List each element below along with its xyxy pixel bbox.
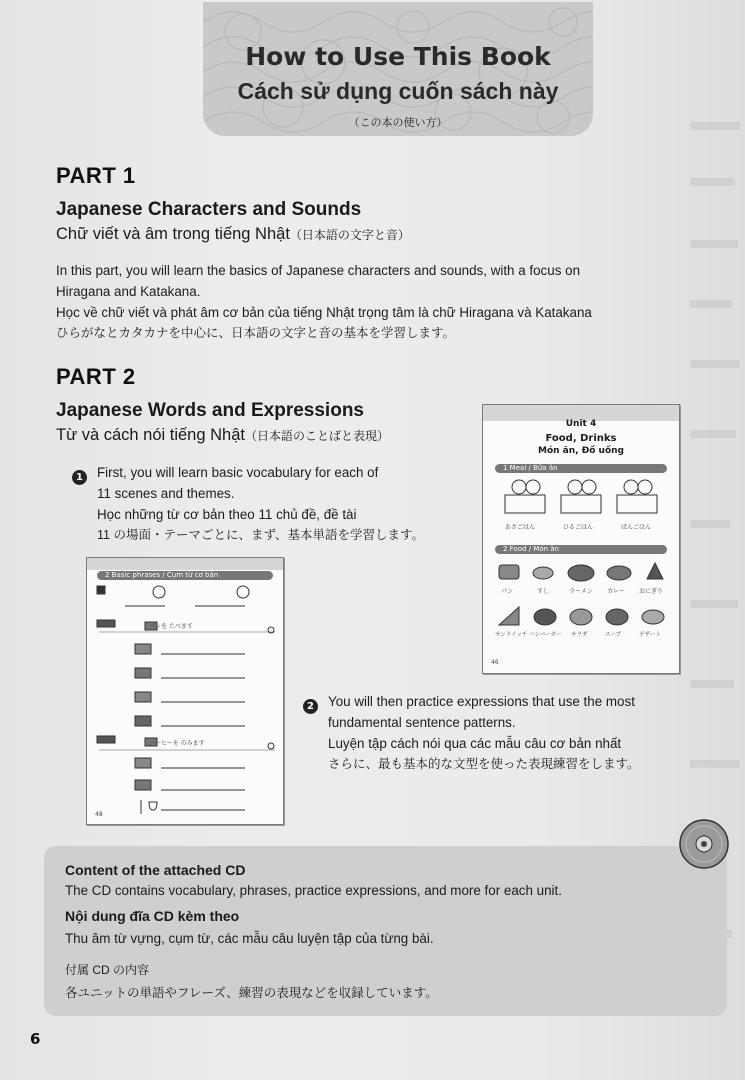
title-english: How to Use This Book	[245, 42, 551, 71]
food-label-4: カレー	[607, 588, 626, 595]
food-label-10: デザート	[639, 632, 662, 638]
practice-example-1: パンを たべます	[149, 623, 193, 630]
part1-body	[56, 260, 726, 344]
food-label-9: スープ	[605, 632, 621, 638]
part1-title-vi	[56, 225, 410, 244]
thumb-unit-page-number: 46	[491, 659, 499, 666]
meal-label-3: ばんごはん	[621, 524, 652, 531]
part1-body-vi: Học về chữ viết và phát âm cơ bản của tiếng Nhật trọng tâm là chữ Hiragana và Katakana	[56, 305, 592, 320]
practice-page-number: 48	[95, 811, 103, 818]
step2-number: 2	[303, 694, 318, 714]
cd-text-jp: 各ユニットの単語やフレーズ、練習の表現などを収録しています。	[65, 986, 438, 1000]
step2-text	[328, 691, 728, 775]
practice-section-bar: 2 Basic phrases / Cụm từ cơ bản	[97, 571, 273, 580]
part2-title-jp: （日本語のことばと表現）	[244, 429, 389, 443]
thumb-section1-bar: 1 Meal / Bữa ăn	[495, 464, 667, 473]
thumb-unit-number: Unit 4	[565, 419, 597, 429]
step1-text	[97, 462, 457, 546]
title-banner	[203, 2, 593, 136]
meal-label-2: ひるごはん	[563, 524, 594, 531]
step1-en-2: 11 scenes and themes.	[97, 486, 235, 501]
food-label-3: ラーメン	[569, 588, 593, 595]
cd-title-en: Content of the attached CD	[65, 862, 246, 878]
part1-title-vi-text: Chữ viết và âm trong tiếng Nhật	[56, 225, 290, 243]
part1-body-en-1: In this part, you will learn the basics of Japanese characters and sounds, with a focus on	[56, 263, 581, 278]
part2-label: PART 2	[56, 364, 136, 389]
practice-example-2: コーヒーを のみます	[149, 740, 205, 747]
step2-en-1: You will then practice expressions that use the most	[328, 694, 635, 709]
step1-vi: Học những từ cơ bản theo 11 chủ đề, đề tài	[97, 507, 357, 522]
food-label-8: サラダ	[571, 632, 588, 638]
part2-title-vi-text: Từ và cách nói tiếng Nhật	[56, 426, 245, 444]
unit-page-thumbnail	[482, 404, 680, 674]
practice-exercises	[95, 582, 279, 818]
food-label-2: すし	[537, 588, 550, 595]
step1-number: 1	[72, 465, 87, 485]
page-number: 6	[30, 1030, 41, 1048]
part1-body-jp: ひらがなとカタカナを中心に、日本語の文字と音の基本を学習します。	[56, 326, 456, 340]
step2-en-2: fundamental sentence patterns.	[328, 715, 516, 730]
cd-content-box	[44, 846, 727, 1016]
thumb-unit-title-vi: Món ăn, Đồ uống	[537, 446, 624, 456]
thumb-unit-title-en: Food, Drinks	[545, 433, 617, 444]
food-icons-row2	[495, 603, 667, 629]
step1-en-1: First, you will learn basic vocabulary for each of	[97, 465, 379, 480]
practice-top-strip	[87, 558, 283, 570]
cd-text-vi: Thu âm từ vựng, cụm từ, các mẫu câu luyện tập của từng bài.	[65, 931, 434, 946]
cd-title-vi: Nội dung đĩa CD kèm theo	[65, 908, 240, 924]
part2-title-vi	[56, 426, 389, 445]
part1-body-en-2: Hiragana and Katakana.	[56, 284, 201, 299]
food-label-7: ハンバーガー	[529, 632, 562, 638]
food-label-6: サンドイッチ	[495, 632, 528, 638]
food-icons-row1	[495, 559, 667, 585]
food-label-5: おにぎり	[639, 588, 664, 595]
step2-jp: さらに、最も基本的な文型を使った表現練習をします。	[328, 757, 640, 771]
cd-disc-icon	[678, 818, 730, 870]
cd-title-jp: 付属 CD の内容	[65, 963, 150, 977]
meal-label-1: あさごはん	[505, 524, 536, 531]
title-japanese: （この本の使い方）	[348, 116, 448, 129]
food-label-1: パン	[501, 588, 514, 595]
part2-title-en: Japanese Words and Expressions	[56, 400, 364, 421]
thumb-section2-bar: 2 Food / Món ăn	[495, 545, 667, 554]
step2-vi: Luyện tập cách nói qua các mẫu câu cơ bản nhất	[328, 736, 622, 751]
meal-illustrations	[501, 477, 661, 521]
part1-title-jp: （日本語の文字と音）	[289, 228, 410, 242]
step1-jp: 11 の場面・テーマごとに、まず、基本単語を学習します。	[97, 528, 424, 542]
title-vietnamese: Cách sử dụng cuốn sách này	[237, 78, 559, 104]
cd-text-en: The CD contains vocabulary, phrases, practice expressions, and more for each unit.	[65, 883, 562, 898]
part1-title-en: Japanese Characters and Sounds	[56, 199, 362, 220]
practice-page-thumbnail	[86, 557, 284, 825]
part1-label: PART 1	[56, 163, 136, 188]
